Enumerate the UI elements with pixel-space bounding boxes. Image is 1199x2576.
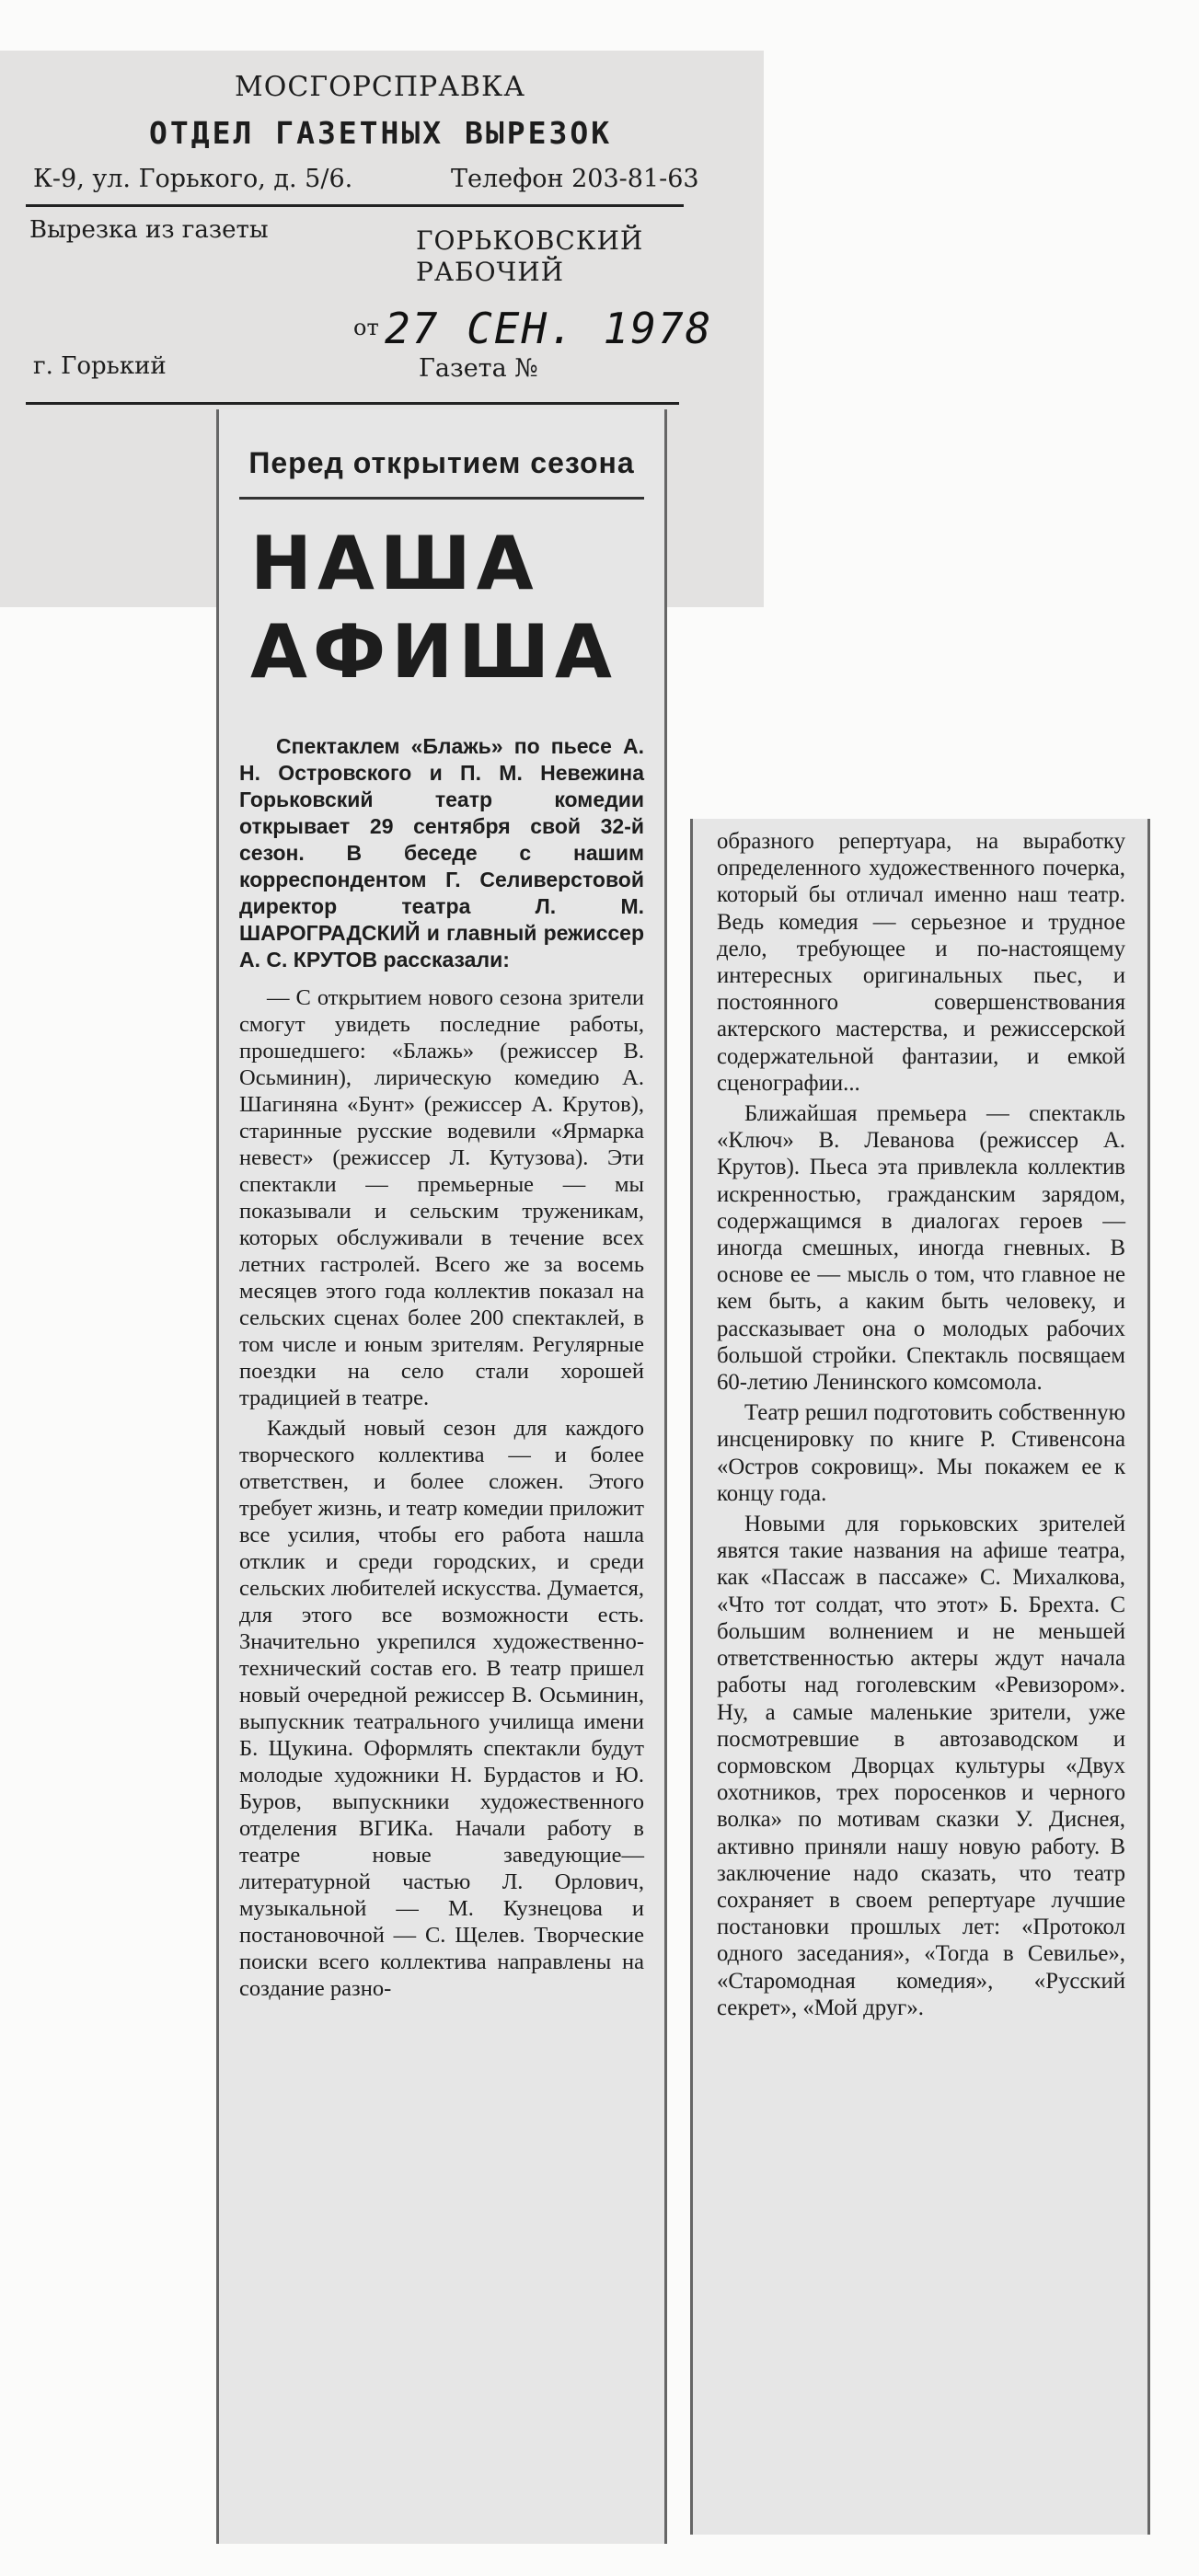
article-rubric: Перед открытием сезона	[248, 446, 635, 479]
header-divider-bottom	[26, 402, 679, 405]
date-from-label: от	[353, 315, 379, 340]
agency-address: К-9, ул. Горького, д. 5/6.	[33, 165, 353, 193]
article-column-left	[216, 409, 667, 2544]
date-stamp: 27 СЕН. 1978	[385, 304, 713, 353]
city-label: г. Горький	[33, 352, 167, 380]
issue-number-label: Газета №	[419, 354, 538, 383]
newspaper-name	[416, 225, 643, 288]
newspaper-name-line2: РАБОЧИЙ	[416, 257, 565, 287]
article-lead: Спектаклем «Блажь» по пьесе А. Н. Островского и П. М. Невежина Горьковский театр комедии открывает 29 сентября свой 32-й сезон. В беседе с нашим корреспондентом Г. Селиверстовой директор театра Л. М. ШАРОГРАДСКИЙ и главный режиссер А. С. КРУТОВ рассказали:	[239, 734, 644, 972]
article-paragraph-5: Театр решил подготовить собственную инсценировку по книге Р. Стивенсона «Остров сокровищ». Мы покажем ее к концу года.	[717, 1400, 1125, 1506]
agency-name: МОСГОРСПРАВКА	[235, 71, 525, 103]
article-paragraph-6: Новыми для горьковских зрителей явятся такие названия на афише театра, как «Пассаж в пассаже» С. Михалкова, «Что тот солдат, что этот» Б. Брехта. С большим волнением и не меньшей ответственностью актеры ждут начала работы над гоголевским «Ревизором». Ну, а самые маленькие зрители, уже посмотревшие в автозаводском и сормовском Дворцах культуры «Двух охотников, трех поросенков и черного волка» по мотивам сказки У. Диснея, активно приняли нашу новую работу. В заключение надо сказать, что театр сохраняет в своем репертуаре лучшие постановки прошлых лет: «Протокол одного заседания», «Тогда в Севилье», «Старомодная комедия», «Русский секрет», «Мой друг».	[717, 1512, 1125, 2020]
article-paragraph-2: Каждый новый сезон для каждого творческого коллектива — и более ответствен, и более сложен. Этого требует жизнь, и театр комедии приложит все усилия, чтобы его работа нашла отклик и среди городских, и среди сельских любителей искусства. Думается, для этого все возможности есть. Значительно укрепился художественно-технический состав его. В театр пришел новый очередной режиссер В. Осьминин, выпускник театрального училища имени Б. Щукина. Оформлять спектакли будут молодые художники Н. Бурдастов и Ю. Буров, выпускники художественного отделения ВГИКа. Начали работу в театре новые заведующие— литературной частью Л. Орлович, музыкальной — М. Кузнецова и постановочной — С. Щелев. Творческие поиски всего коллектива направлены на создание разно-	[239, 1416, 644, 2001]
agency-phone: Телефон 203-81-63	[451, 165, 699, 193]
article-column-right	[690, 819, 1150, 2535]
headline-line1: НАША	[250, 521, 539, 606]
article-headline	[250, 520, 644, 696]
article-paragraph-4: Ближайшая премьера — спектакль «Ключ» В. Леванова (режиссер А. Крутов). Пьеса эта привлекла коллектив искренностью, гражданским зарядом, содержащимся в диалогах героев — иногда смешных, иногда гневных. В основе ее — мысль о том, что главное не кем быть, а каким быть человеку, и рассказывает она о молодых рабочих большой стройки. Спектакль посвящаем 60-летию Ленинского комсомола.	[717, 1101, 1125, 1396]
article-paragraph-3: образного репертуара, на выработку определенного художественного почерка, который бы отличал именно наш театр. Ведь комедия — серьезное и трудное дело, требующее и по-настоящему интересных оригинальных пьес, и постоянного совершенствования актерского мастерства, и режиссерской содержательной фантазии, и емкой сценографии...	[717, 829, 1125, 1096]
department-name: ОТДЕЛ ГАЗЕТНЫХ ВЫРЕЗОК	[149, 115, 613, 151]
newspaper-name-line1: ГОРЬКОВСКИЙ	[416, 225, 644, 256]
article-paragraph-1: — С открытием нового сезона зрители смогут увидеть последние работы, прошедшего: «Блажь» (режиссер В. Осьминин), лирическую комедию А. Шагиняна «Бунт» (режиссер А. Крутов), старинные русские водевили «Ярмарка невест» (режиссер Л. Кутузова). Эти спектакли — премьерные — мы показывали и сельским труженикам, которых обслуживали в течение всех летних гастролей. Всего же за восемь месяцев этого года коллектив показал на сельских сценах более 200 спектаклей, в том числе и юным зрителям. Регулярные поездки на село стали хорошей традицией в театре.	[239, 985, 644, 1410]
headline-line2: АФИША	[250, 609, 617, 695]
rubric-divider	[239, 497, 644, 500]
cutting-label: Вырезка из газеты	[29, 216, 269, 244]
header-divider-top	[26, 204, 684, 207]
